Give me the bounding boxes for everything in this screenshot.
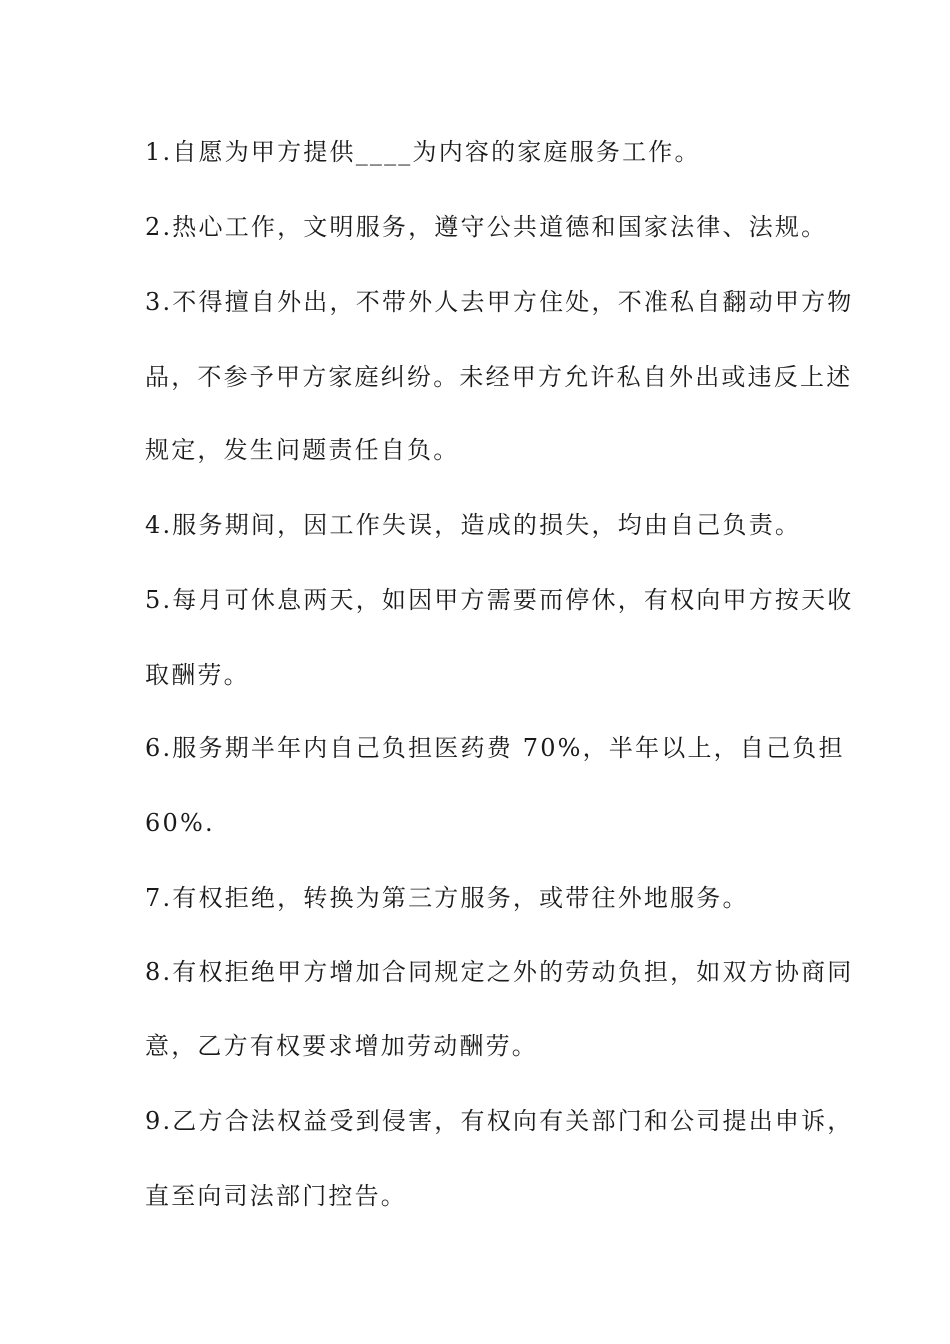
clause-7-line: 7.有权拒绝，转换为第三方服务，或带往外地服务。 [145, 884, 749, 912]
clause-5-line-2: 取酬劳。 [145, 661, 250, 689]
clause-1-line: 1.自愿为甲方提供____为内容的家庭服务工作。 [145, 138, 701, 166]
clause-6-line-2: 60%. [145, 809, 215, 837]
clause-3-line-3: 规定，发生问题责任自负。 [145, 436, 460, 464]
clause-6-line-1: 6.服务期半年内自己负担医药费 70%，半年以上，自己负担 [145, 734, 845, 762]
clause-9-line-2: 直至向司法部门控告。 [145, 1182, 407, 1210]
clause-5-line-1: 5.每月可休息两天，如因甲方需要而停休，有权向甲方按天收 [145, 586, 854, 614]
clause-8-line-2: 意，乙方有权要求增加劳动酬劳。 [145, 1032, 538, 1060]
clause-3-line-2: 品，不参予甲方家庭纠纷。未经甲方允许私自外出或违反上述 [145, 363, 853, 391]
clause-4-line: 4.服务期间，因工作失误，造成的损失，均由自己负责。 [145, 511, 802, 539]
clause-8-line-1: 8.有权拒绝甲方增加合同规定之外的劳动负担，如双方协商同 [145, 958, 854, 986]
clause-2-line: 2.热心工作，文明服务，遵守公共道德和国家法律、法规。 [145, 213, 828, 241]
clause-3-line-1: 3.不得擅自外出，不带外人去甲方住处，不准私自翻动甲方物 [145, 288, 854, 316]
clause-9-line-1: 9.乙方合法权益受到侵害，有权向有关部门和公司提出申诉， [145, 1107, 854, 1135]
